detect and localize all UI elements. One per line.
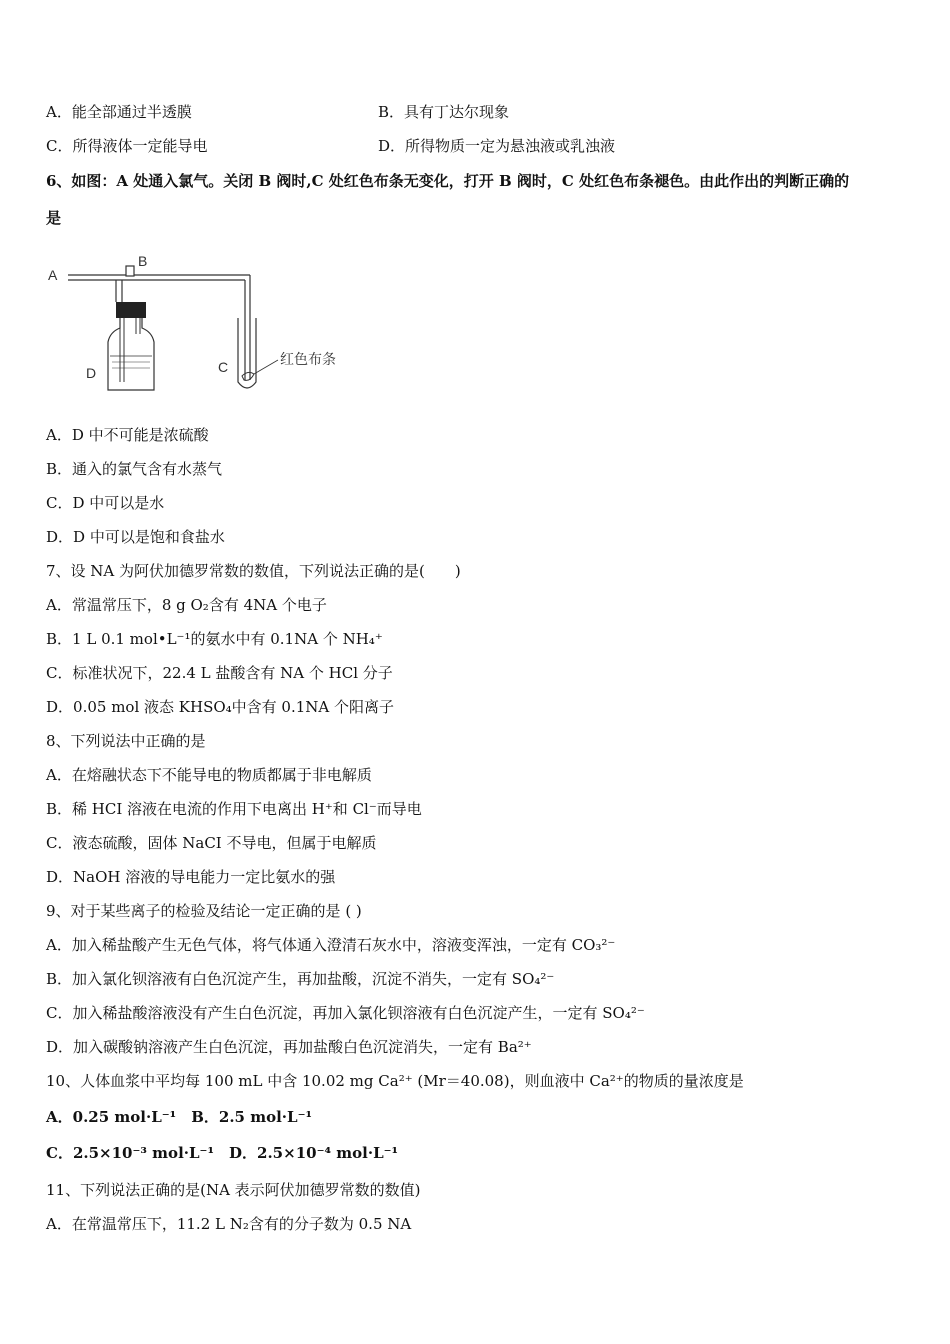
q6-option-c: C．D 中可以是水 <box>46 494 165 512</box>
q9-stem: 9、对于某些离子的检验及结论一定正确的是 ( ) <box>46 902 362 920</box>
q8-option-d: D．NaOH 溶液的导电能力一定比氨水的强 <box>46 868 336 886</box>
bottle-stopper <box>116 302 146 318</box>
q6-stem-cont: 是 <box>46 209 62 227</box>
test-tube-c <box>238 318 256 388</box>
q8-option-c: C．液态硫酸，固体 NaCI 不导电，但属于电解质 <box>46 834 377 852</box>
q10-stem: 10、人体血浆中平均每 100 mL 中含 10.02 mg Ca²⁺ (Mr＝40.08)，则血液中 Ca²⁺的物质的量浓度是 <box>46 1072 744 1090</box>
q10-options-cd: C．2.5×10⁻³ mol·L⁻¹ D．2.5×10⁻⁴ mol·L⁻¹ <box>46 1144 399 1162</box>
q9-option-c: C．加入稀盐酸溶液没有产生白色沉淀，再加入氯化钡溶液有白色沉淀产生，一定有 SO₄²⁻ <box>46 1004 645 1022</box>
q7-option-c: C．标准状况下，22.4 L 盐酸含有 NA 个 HCl 分子 <box>46 664 393 682</box>
q6-stem: 6、如图：A 处通入氯气。关闭 B 阀时,C 处红色布条无变化，打开 B 阀时，C 处红色布条褪色。由此作出的判断正确的 <box>46 172 850 190</box>
q6-option-a: A．D 中不可能是浓硫酸 <box>46 426 209 444</box>
q6-option-b: B．通入的氯气含有水蒸气 <box>46 460 223 478</box>
cloth-label: 红色布条 <box>280 352 336 368</box>
q11-stem: 11、下列说法正确的是(NA 表示阿伏加德罗常数的数值) <box>46 1181 421 1199</box>
q7-option-d: D．0.05 mol 液态 KHSO₄中含有 0.1NA 个阳离子 <box>46 698 395 716</box>
q8-option-b: B．稀 HCI 溶液在电流的作用下电离出 H⁺和 Cl⁻而导电 <box>46 800 422 818</box>
q10-options-ab: A．0.25 mol·L⁻¹ B．2.5 mol·L⁻¹ <box>46 1108 313 1126</box>
valve-b <box>126 266 134 276</box>
q9-option-b: B．加入氯化钡溶液有白色沉淀产生，再加盐酸，沉淀不消失，一定有 SO₄²⁻ <box>46 970 555 988</box>
q6-option-d: D．D 中可以是饱和食盐水 <box>46 528 225 546</box>
red-cloth-strip <box>242 372 254 380</box>
chlorine-apparatus-diagram <box>40 250 370 400</box>
q5-option-a: A．能全部通过半透膜 <box>46 103 192 121</box>
q5-option-c: C．所得液体一定能导电 <box>46 137 208 155</box>
q8-option-a: A．在熔融状态下不能导电的物质都属于非电解质 <box>46 766 372 784</box>
label-d: D <box>86 365 97 381</box>
q8-stem: 8、下列说法中正确的是 <box>46 732 206 750</box>
label-c: C <box>218 359 229 375</box>
q5-option-b: B．具有丁达尔现象 <box>378 103 510 121</box>
q9-option-a: A．加入稀盐酸产生无色气体，将气体通入澄清石灰水中，溶液变浑浊，一定有 CO₃²⁻ <box>46 936 616 954</box>
q7-option-a: A．常温常压下，8 g O₂含有 4NA 个电子 <box>46 596 327 614</box>
wash-bottle-d <box>108 318 154 390</box>
q9-option-d: D．加入碳酸钠溶液产生白色沉淀，再加盐酸白色沉淀消失，一定有 Ba²⁺ <box>46 1038 532 1056</box>
label-b: B <box>138 253 148 269</box>
q5-option-d: D．所得物质一定为悬浊液或乳浊液 <box>378 137 616 155</box>
label-a: A <box>48 267 58 283</box>
q7-option-b: B．1 L 0.1 mol•L⁻¹的氨水中有 0.1NA 个 NH₄⁺ <box>46 630 383 648</box>
q7-stem: 7、设 NA 为阿伏加德罗常数的数值，下列说法正确的是( ) <box>46 562 461 580</box>
q11-option-a: A．在常温常压下，11.2 L N₂含有的分子数为 0.5 NA <box>46 1215 412 1233</box>
